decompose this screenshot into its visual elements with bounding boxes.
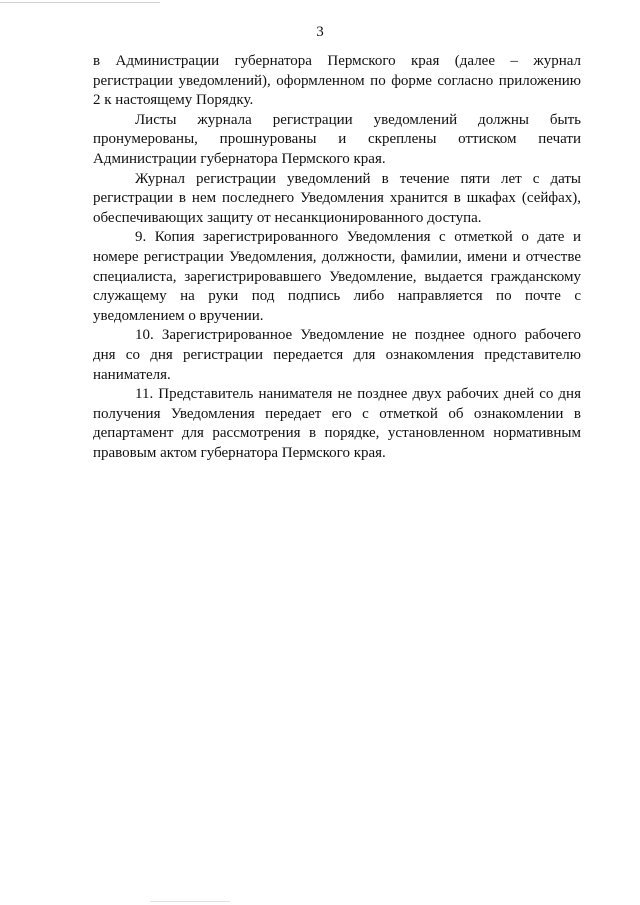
document-body [93, 52, 581, 463]
scan-artifact-bottom [150, 901, 230, 902]
paragraph-item-10: 10. Зарегистрированное Уведомление не позднее одного рабочего дня со дня регистрации передается для ознакомления представителю нанимателя. [93, 327, 581, 383]
paragraph-journal-continuation: в Администрации губернатора Пермского края (далее – журнал регистрации уведомлений), оформленном по форме согласно приложению 2 к настоящему Порядку. [93, 53, 581, 109]
paragraph-item-9: 9. Копия зарегистрированного Уведомления с отметкой о дате и номере регистрации Уведомления, должности, фамилии, имени и отчестве специалиста, зарегистрировавшего Уведомление, выдается гражданскому служащему на руки под подпись либо направляется по почте с уведомлением о вручении. [93, 229, 581, 324]
page-number: 3 [316, 24, 324, 40]
scan-artifact-top [0, 2, 160, 3]
paragraph-journal-storage: Журнал регистрации уведомлений в течение пяти лет с даты регистрации в нем последнего Уведомления хранится в шкафах (сейфах), обеспечивающих защиту от несанкционированного доступа. [93, 170, 581, 226]
paragraph-journal-sheets: Листы журнала регистрации уведомлений должны быть пронумерованы, прошнурованы и скреплены оттиском печати Администрации губернатора Пермского края. [93, 111, 581, 167]
paragraph-item-11: 11. Представитель нанимателя не позднее двух рабочих дней со дня получения Уведомления передает его с отметкой об ознакомлении в департамент для рассмотрения в порядке, установленном нормативным правовым актом губернатора Пермского края. [93, 386, 581, 461]
